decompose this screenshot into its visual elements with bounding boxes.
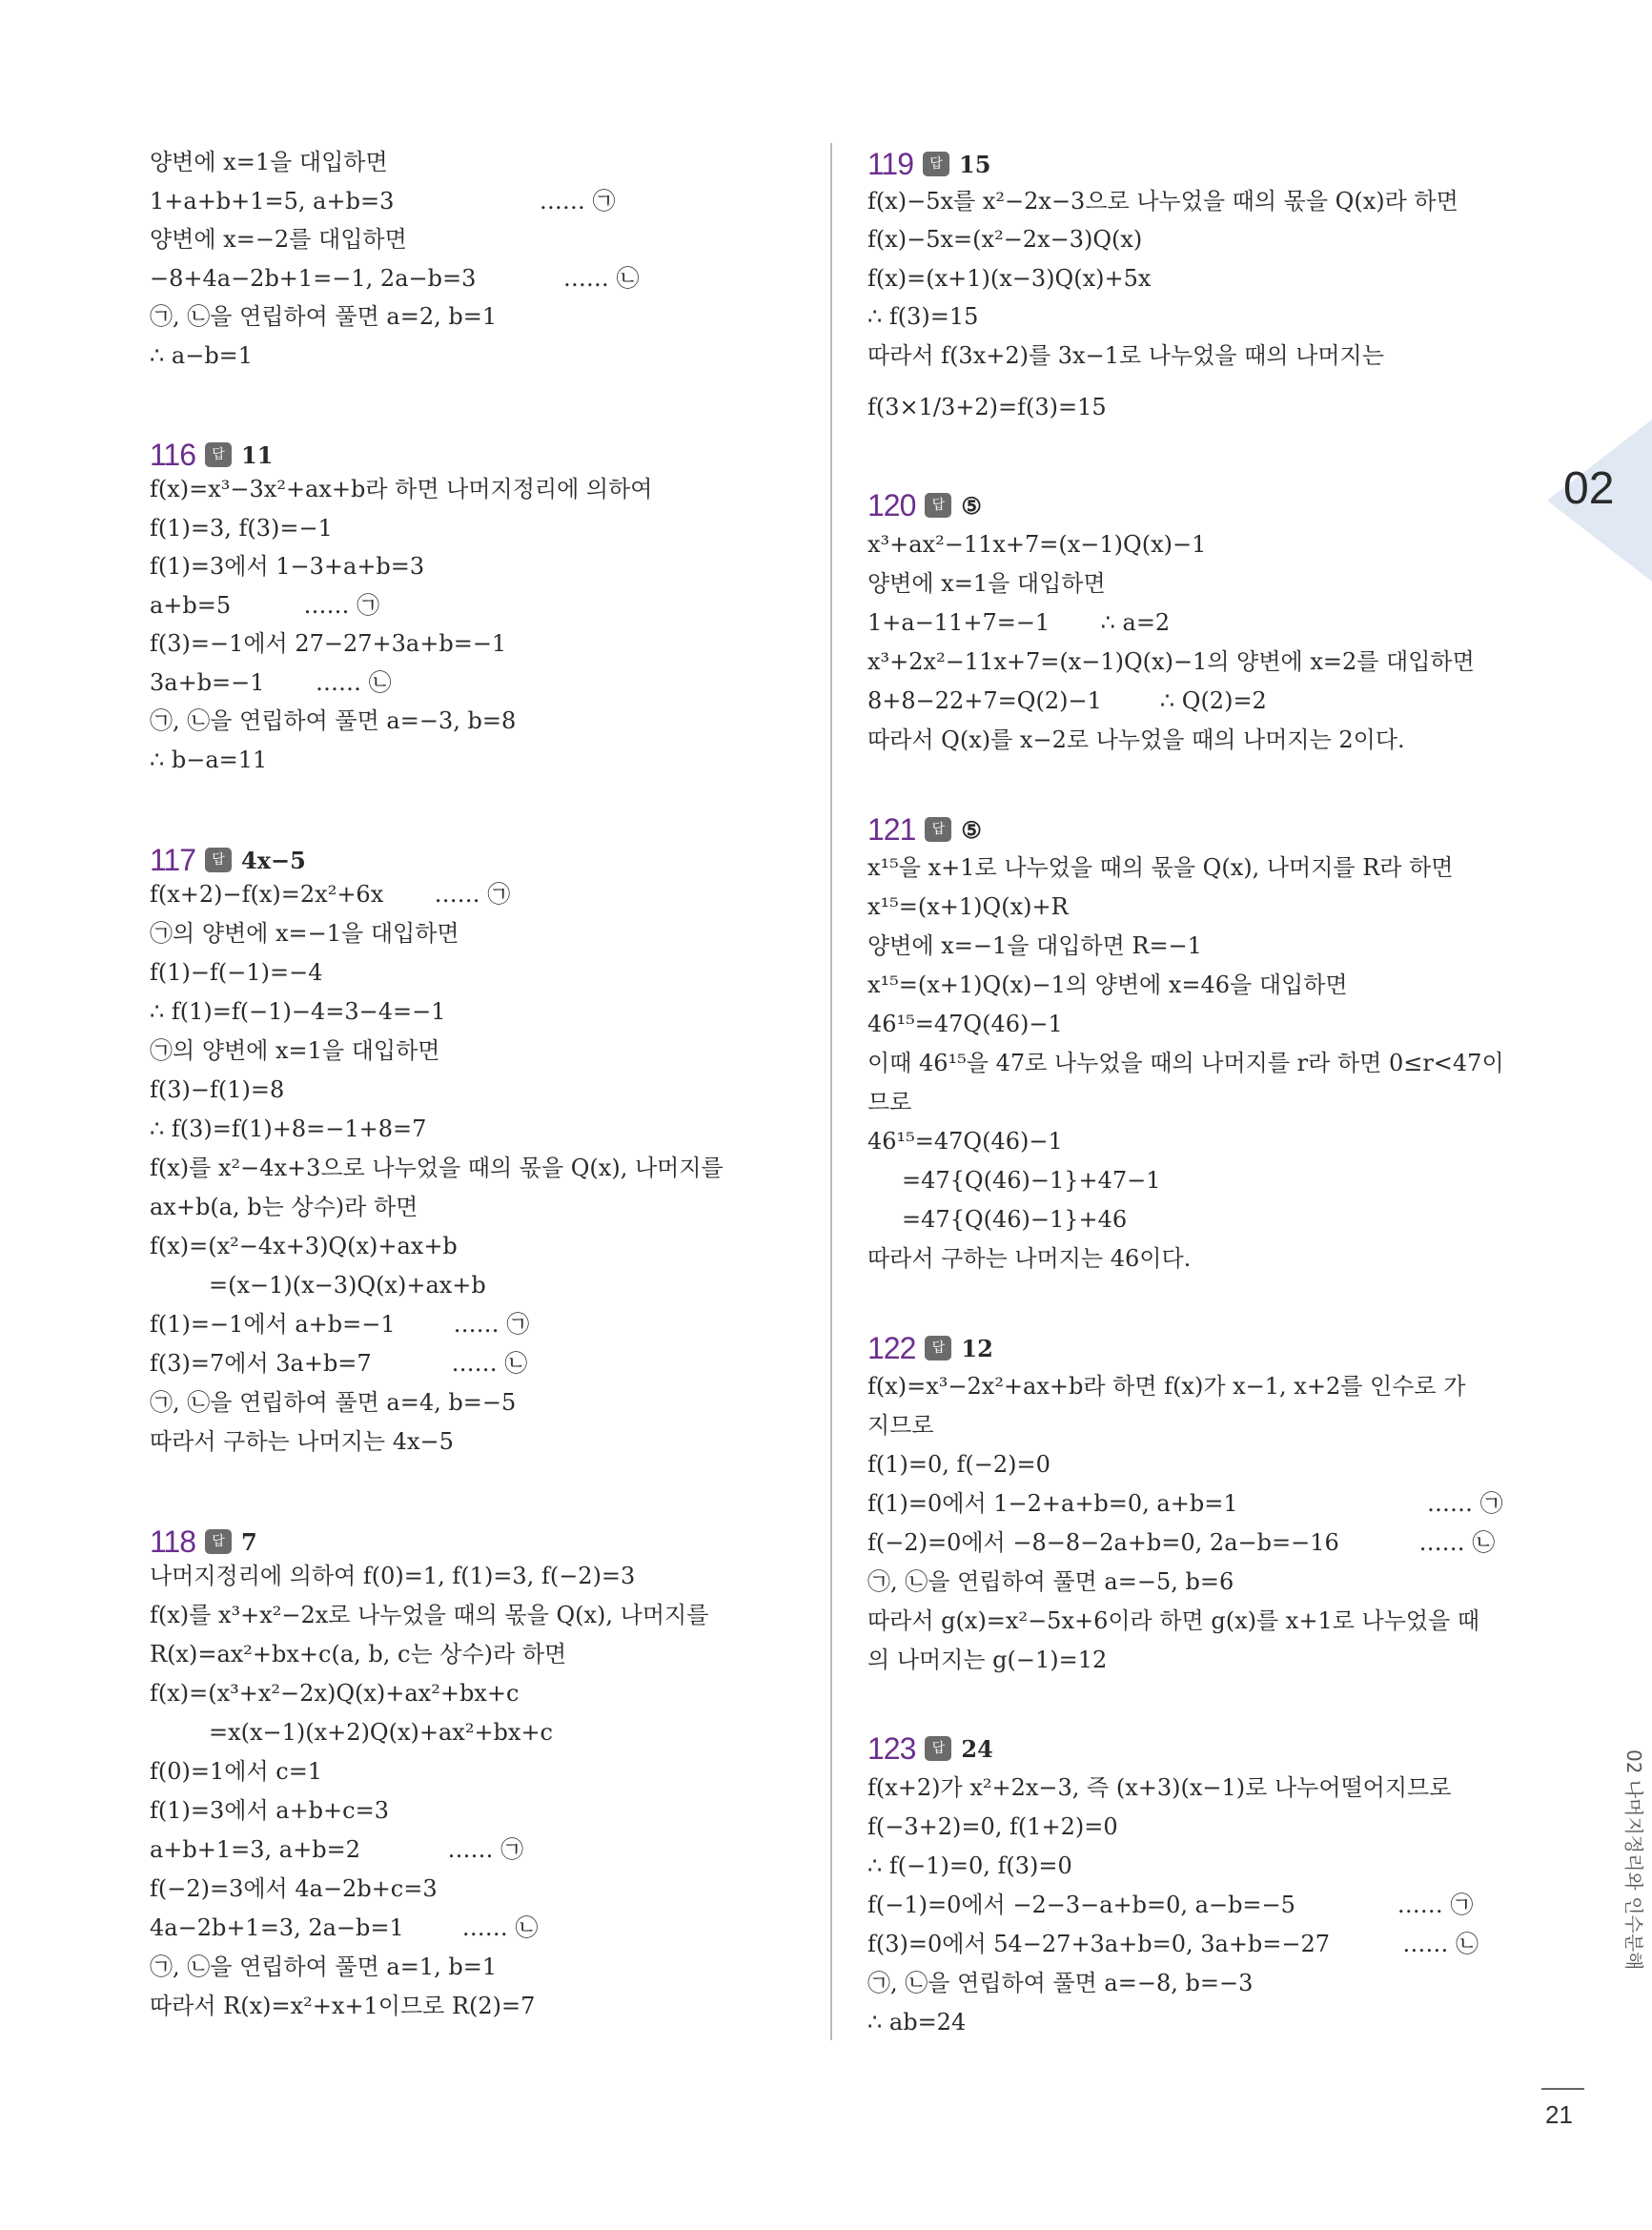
- text-line: ax+b(a, b는 상수)라 하면: [150, 1194, 418, 1220]
- answer-value: 24: [961, 1734, 993, 1763]
- problem-number: 121: [867, 811, 916, 847]
- text-line: 의 나머지는 g(−1)=12: [867, 1647, 1108, 1673]
- text-line: 따라서 g(x)=x²−5x+6이라 하면 g(x)를 x+1로 나누었을 때: [867, 1607, 1480, 1634]
- text-line: =x(x−1)(x+2)Q(x)+ax²+bx+c: [209, 1719, 553, 1746]
- text-line: ∴ f(1)=f(−1)−4=3−4=−1: [150, 998, 446, 1025]
- text-line: 이때 46¹⁵을 47로 나누었을 때의 나머지를 r라 하면 0≤r<47이: [867, 1050, 1504, 1076]
- text-line: a+b+1=3, a+b=2 …… ㉠: [150, 1836, 524, 1863]
- problem-117-header: [150, 839, 306, 881]
- problem-122-header: [867, 1327, 993, 1369]
- text-line: 양변에 x=1을 대입하면: [150, 149, 388, 175]
- text-line: f(x)−5x=(x²−2x−3)Q(x): [867, 226, 1143, 253]
- problem-number: 118: [150, 1524, 196, 1559]
- answer-badge: 답: [205, 442, 232, 467]
- chapter-title: 02 나머지정리와 인수분해: [1622, 1749, 1645, 1971]
- text-line: f(x)=(x+1)(x−3)Q(x)+5x: [867, 265, 1152, 292]
- answer-badge: 답: [205, 848, 232, 872]
- text-line: 양변에 x=−1을 대입하면 R=−1: [867, 932, 1202, 959]
- text-line: ∴ a−b=1: [150, 342, 254, 369]
- text-line: f(−2)=3에서 4a−2b+c=3: [150, 1875, 438, 1902]
- text-line: f(3×1/3+2)=f(3)=15: [867, 394, 1107, 420]
- text-line: 따라서 R(x)=x²+x+1이므로 R(2)=7: [150, 1993, 536, 2019]
- text-line: f(−3+2)=0, f(1+2)=0: [867, 1813, 1118, 1840]
- text-line: 따라서 구하는 나머지는 46이다.: [867, 1245, 1192, 1272]
- answer-value: 4x−5: [241, 846, 306, 874]
- answer-value: 7: [241, 1527, 257, 1556]
- text-line: −8+4a−2b+1=−1, 2a−b=3 …… ㉡: [150, 265, 640, 292]
- text-line: a+b=5 …… ㉠: [150, 592, 380, 619]
- text-line: =(x−1)(x−3)Q(x)+ax+b: [209, 1272, 486, 1299]
- text-line: ∴ f(3)=f(1)+8=−1+8=7: [150, 1115, 427, 1142]
- text-line: ㉠, ㉡을 연립하여 풀면 a=−8, b=−3: [867, 1970, 1254, 1996]
- text-line: ∴ b−a=11: [150, 747, 268, 773]
- problem-number: 116: [150, 437, 196, 472]
- text-line: ㉠의 양변에 x=1을 대입하면: [150, 1037, 440, 1064]
- text-line: ㉠, ㉡을 연립하여 풀면 a=2, b=1: [150, 303, 498, 330]
- text-line: 1+a−11+7=−1 ∴ a=2: [867, 609, 1171, 636]
- text-line: f(x)를 x³+x²−2x로 나누었을 때의 몫을 Q(x), 나머지를: [150, 1602, 709, 1628]
- text-line: f(0)=1에서 c=1: [150, 1758, 323, 1785]
- text-line: f(x)=x³−3x²+ax+b라 하면 나머지정리에 의하여: [150, 476, 653, 502]
- footer-rule: [1541, 2088, 1584, 2090]
- text-line: x³+ax²−11x+7=(x−1)Q(x)−1: [867, 531, 1207, 558]
- text-line: f(1)=3, f(3)=−1: [150, 515, 333, 542]
- text-line: 1+a+b+1=5, a+b=3 …… ㉠: [150, 188, 616, 215]
- text-line: ㉠, ㉡을 연립하여 풀면 a=−3, b=8: [150, 707, 517, 734]
- text-line: ∴ ab=24: [867, 2009, 967, 2036]
- answer-value: 15: [959, 150, 991, 178]
- text-line: =47{Q(46)−1}+47−1: [902, 1167, 1161, 1194]
- problem-number: 119: [867, 146, 914, 181]
- problem-number: 120: [867, 487, 916, 522]
- answer-badge: 답: [925, 1336, 951, 1361]
- text-line: 46¹⁵=47Q(46)−1: [867, 1011, 1063, 1037]
- text-line: f(−2)=0에서 −8−8−2a+b=0, 2a−b=−16 …… ㉡: [867, 1529, 1496, 1556]
- text-line: x³+2x²−11x+7=(x−1)Q(x)−1의 양변에 x=2를 대입하면: [867, 648, 1475, 675]
- text-line: f(1)=−1에서 a+b=−1 …… ㉠: [150, 1311, 530, 1338]
- problem-119-header: [867, 143, 990, 185]
- text-line: =47{Q(46)−1}+46: [902, 1206, 1128, 1233]
- text-line: f(1)=3에서 a+b+c=3: [150, 1797, 389, 1824]
- text-line: f(1)=0, f(−2)=0: [867, 1451, 1050, 1478]
- problem-number: 123: [867, 1730, 916, 1766]
- text-line: x¹⁵을 x+1로 나누었을 때의 몫을 Q(x), 나머지를 R라 하면: [867, 854, 1454, 881]
- text-line: x¹⁵=(x+1)Q(x)+R: [867, 893, 1069, 920]
- text-line: R(x)=ax²+bx+c(a, b, c는 상수)라 하면: [150, 1641, 567, 1667]
- text-line: f(1)=3에서 1−3+a+b=3: [150, 553, 425, 580]
- text-line: 양변에 x=1을 대입하면: [867, 570, 1106, 597]
- text-line: f(−1)=0에서 −2−3−a+b=0, a−b=−5 …… ㉠: [867, 1892, 1474, 1918]
- problem-number: 117: [150, 842, 196, 877]
- text-line: f(3)−f(1)=8: [150, 1076, 285, 1103]
- text-line: f(3)=−1에서 27−27+3a+b=−1: [150, 630, 507, 657]
- text-line: ㉠, ㉡을 연립하여 풀면 a=4, b=−5: [150, 1389, 517, 1416]
- chapter-tab-label: 02: [1563, 463, 1615, 514]
- problem-121-header: [867, 808, 982, 850]
- text-line: f(x)를 x²−4x+3으로 나누었을 때의 몫을 Q(x), 나머지를: [150, 1155, 724, 1181]
- column-divider: [830, 143, 832, 2040]
- problem-123-header: [867, 1728, 993, 1770]
- problem-116-header: [150, 434, 273, 476]
- text-line: f(3)=7에서 3a+b=7 …… ㉡: [150, 1350, 528, 1377]
- text-line: x¹⁵=(x+1)Q(x)−1의 양변에 x=46을 대입하면: [867, 972, 1348, 998]
- answer-value: ⑤: [961, 815, 982, 844]
- text-line: 따라서 구하는 나머지는 4x−5: [150, 1428, 454, 1455]
- problem-number: 122: [867, 1330, 916, 1365]
- text-line: f(3)=0에서 54−27+3a+b=0, 3a+b=−27 …… ㉡: [867, 1931, 1479, 1957]
- text-line: 4a−2b+1=3, 2a−b=1 …… ㉡: [150, 1914, 539, 1941]
- answer-badge: 답: [923, 152, 949, 176]
- text-line: ㉠, ㉡을 연립하여 풀면 a=−5, b=6: [867, 1568, 1234, 1595]
- answer-badge: 답: [925, 1736, 951, 1761]
- problem-118-header: [150, 1521, 257, 1563]
- text-line: 지므로: [867, 1412, 934, 1439]
- answer-value: ⑤: [961, 491, 982, 520]
- text-line: 46¹⁵=47Q(46)−1: [867, 1128, 1063, 1155]
- text-line: 따라서 f(3x+2)를 3x−1로 나누었을 때의 나머지는: [867, 342, 1384, 369]
- text-line: f(x)=x³−2x²+ax+b라 하면 f(x)가 x−1, x+2를 인수로 가: [867, 1373, 1466, 1400]
- answer-value: 11: [241, 440, 274, 469]
- answer-badge: 답: [925, 817, 951, 842]
- text-line: f(x)=(x³+x²−2x)Q(x)+ax²+bx+c: [150, 1680, 520, 1707]
- text-line: 양변에 x=−2를 대입하면: [150, 226, 407, 253]
- text-line: f(1)=0에서 1−2+a+b=0, a+b=1 …… ㉠: [867, 1490, 1503, 1517]
- text-line: 8+8−22+7=Q(2)−1 ∴ Q(2)=2: [867, 687, 1267, 714]
- page-number: 21: [1545, 2100, 1573, 2129]
- text-line: 3a+b=−1 …… ㉡: [150, 669, 392, 696]
- text-line: 나머지정리에 의하여 f(0)=1, f(1)=3, f(−2)=3: [150, 1563, 636, 1589]
- text-line: f(1)−f(−1)=−4: [150, 959, 323, 986]
- text-line: 따라서 Q(x)를 x−2로 나누었을 때의 나머지는 2이다.: [867, 726, 1405, 753]
- text-line: ∴ f(3)=15: [867, 303, 979, 330]
- answer-value: 12: [961, 1334, 993, 1362]
- problem-120-header: [867, 484, 982, 526]
- text-line: ∴ f(−1)=0, f(3)=0: [867, 1852, 1072, 1879]
- text-line: f(x+2)가 x²+2x−3, 즉 (x+3)(x−1)로 나누어떨어지므로: [867, 1774, 1452, 1801]
- answer-badge: 답: [205, 1529, 232, 1554]
- text-line: f(x+2)−f(x)=2x²+6x …… ㉠: [150, 881, 511, 908]
- text-line: 므로: [867, 1089, 912, 1115]
- answer-badge: 답: [925, 493, 951, 518]
- text-line: f(x)=(x²−4x+3)Q(x)+ax+b: [150, 1233, 458, 1259]
- text-line: ㉠, ㉡을 연립하여 풀면 a=1, b=1: [150, 1954, 498, 1980]
- text-line: ㉠의 양변에 x=−1을 대입하면: [150, 920, 459, 947]
- text-line: f(x)−5x를 x²−2x−3으로 나누었을 때의 몫을 Q(x)라 하면: [867, 188, 1458, 215]
